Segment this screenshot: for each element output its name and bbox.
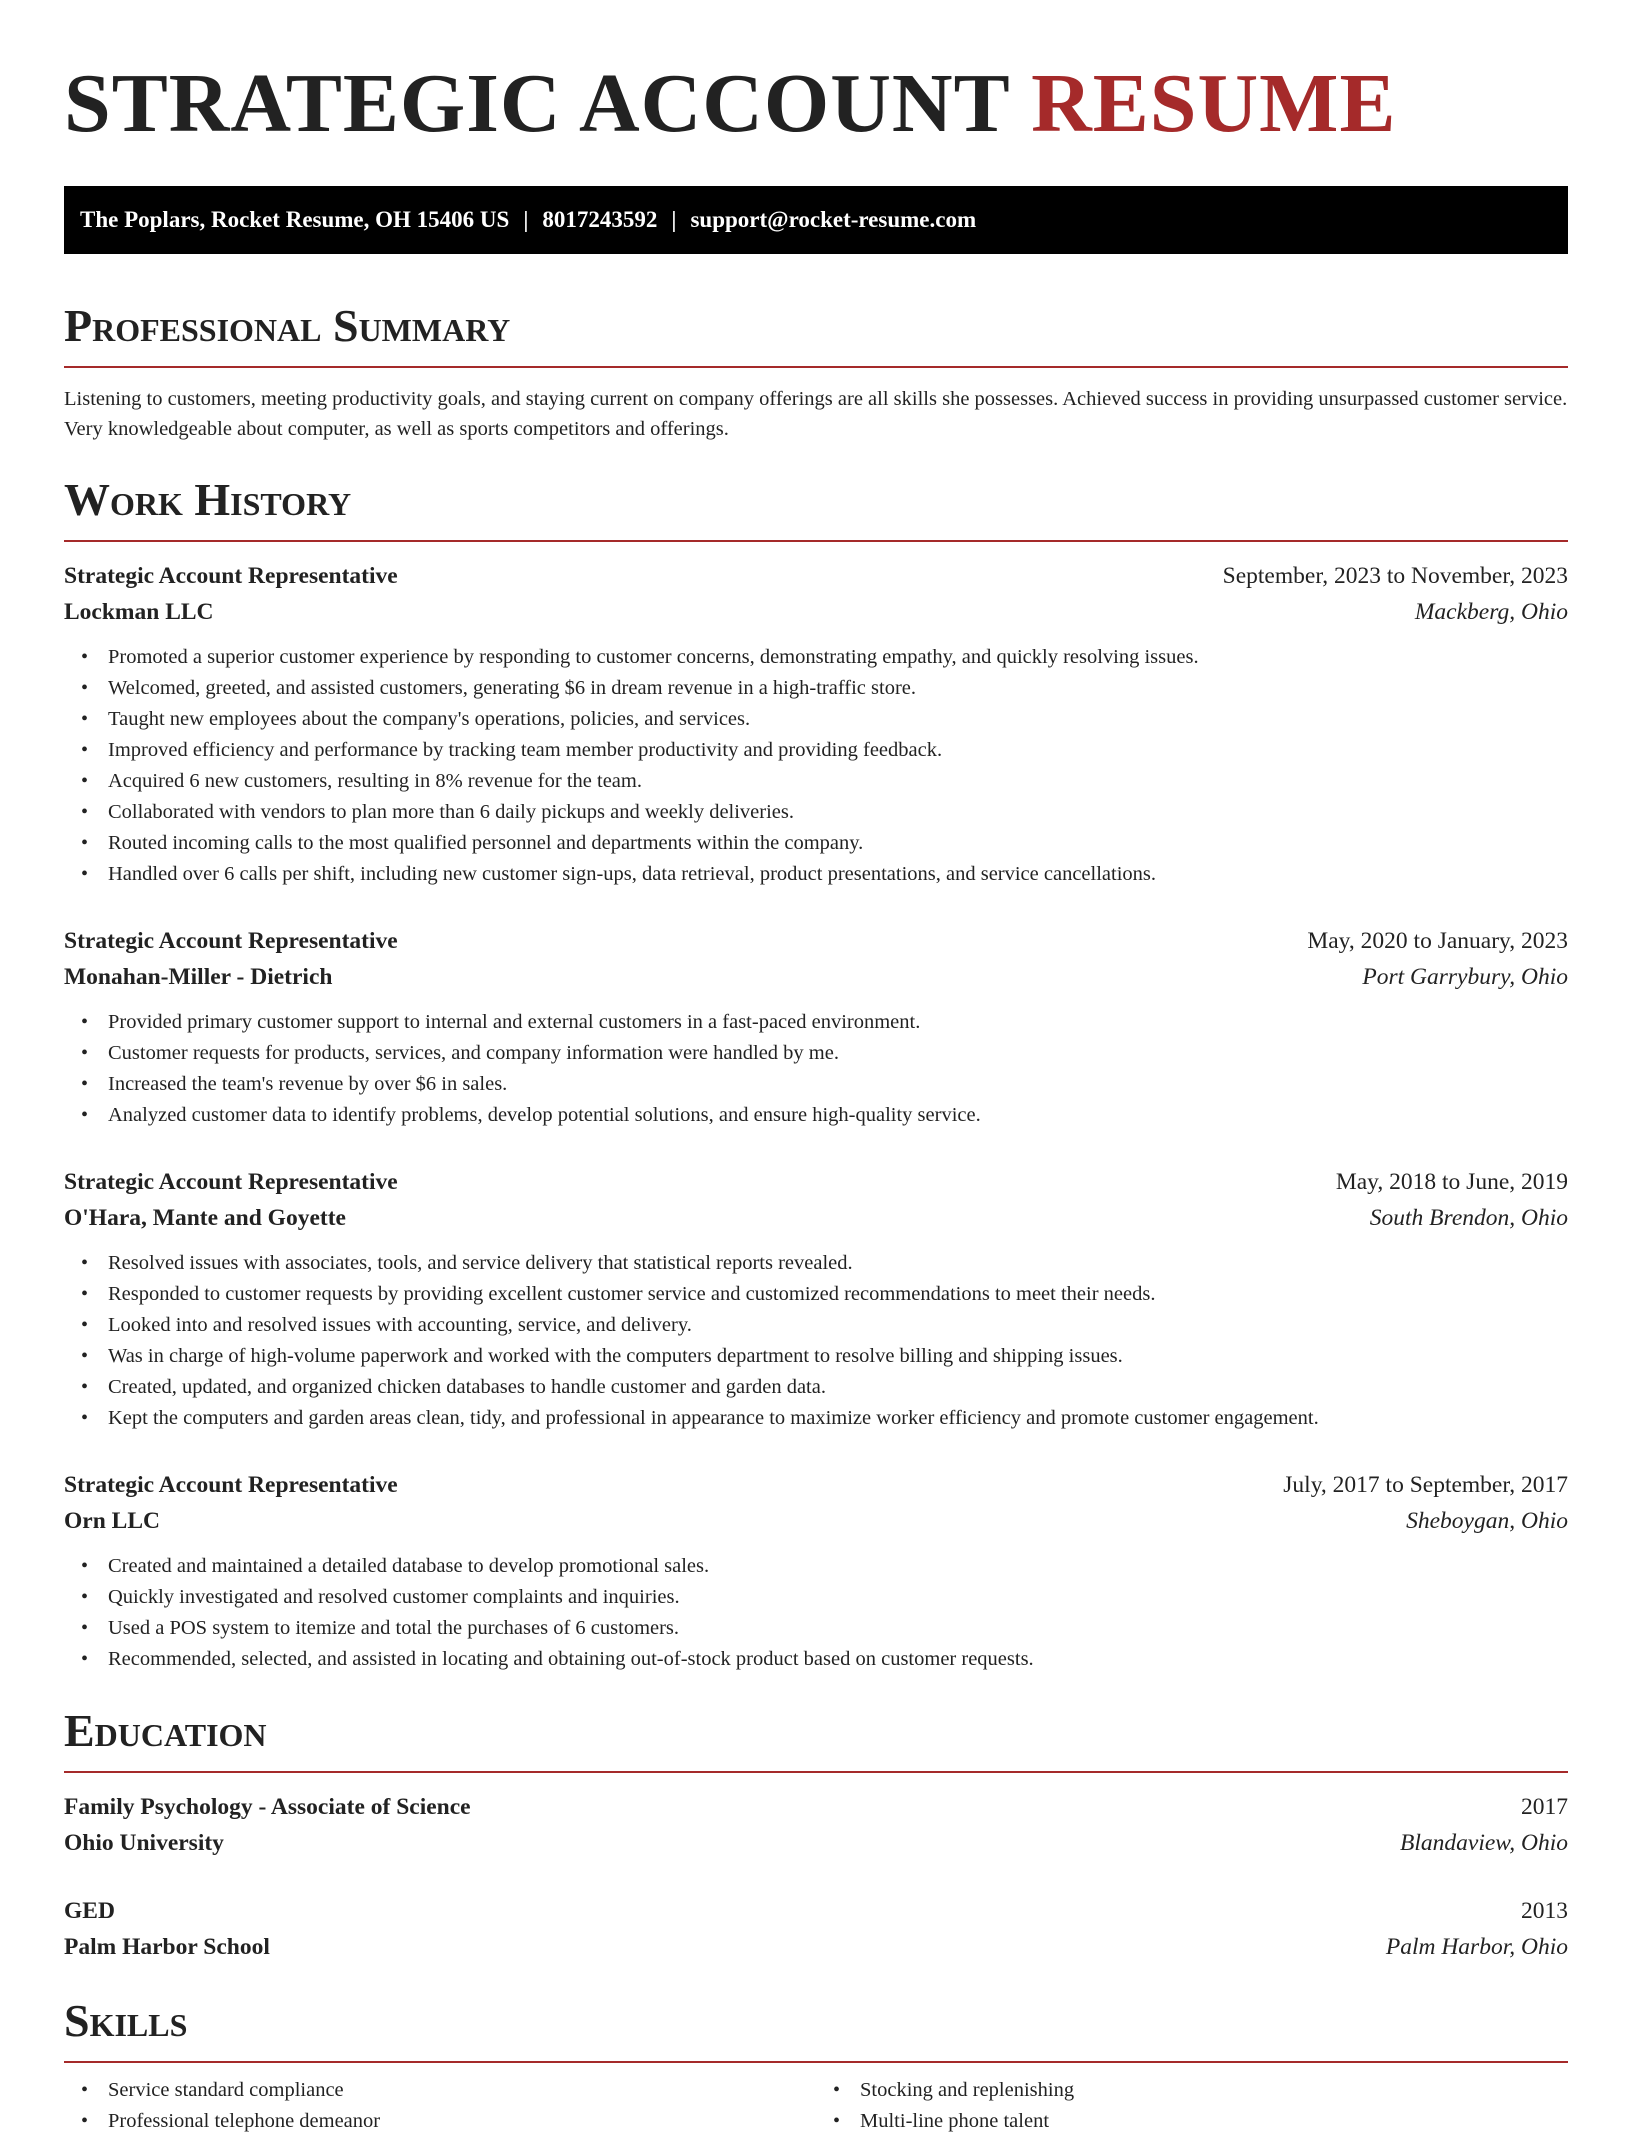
skills-section — [64, 1993, 1568, 2137]
education-location: Blandaview, Ohio — [1400, 1830, 1568, 1856]
contact-address: The Poplars, Rocket Resume, OH 15406 US — [80, 207, 510, 232]
contact-email[interactable]: support@rocket-resume.com — [690, 207, 977, 232]
education-location: Palm Harbor, Ohio — [1385, 1934, 1568, 1960]
list-item: • Responded to customer requests by providing excellent customer service and customized recommendations to meet their needs. — [108, 1279, 1568, 1310]
job-entry — [64, 558, 1568, 890]
job-dates: May, 2018 to June, 2019 — [1335, 1169, 1568, 1195]
list-item: • Acquired 6 new customers, resulting in 8% revenue for the team. — [108, 766, 1568, 797]
education-entry — [64, 1893, 1568, 1965]
education-year: 2017 — [1521, 1794, 1568, 1820]
skill-item: • Multi-line phone talent — [860, 2106, 1568, 2137]
skills-list-right — [816, 2075, 1568, 2137]
list-item: • Resolved issues with associates, tools, and service delivery that statistical reports revealed. — [108, 1248, 1568, 1279]
list-item: • Routed incoming calls to the most qualified personnel and departments within the company. — [108, 828, 1568, 859]
list-item: • Kept the computers and garden areas clean, tidy, and professional in appearance to maximize worker efficiency and promote customer engagement. — [108, 1403, 1568, 1434]
education-school-row — [64, 1825, 1568, 1861]
list-item: • Was in charge of high-volume paperwork and worked with the computers department to resolve billing and shipping issues. — [108, 1341, 1568, 1372]
education-year: 2013 — [1521, 1898, 1568, 1924]
list-item: • Created and maintained a detailed database to develop promotional sales. — [108, 1551, 1568, 1582]
list-item: • Provided primary customer support to internal and external customers in a fast-paced environment. — [108, 1007, 1568, 1038]
list-item: • Handled over 6 calls per shift, including new customer sign-ups, data retrieval, product presentations, and service cancellations. — [108, 859, 1568, 890]
contact-separator: | — [671, 207, 677, 232]
section-divider — [64, 540, 1568, 542]
summary-heading: Professional Summary — [64, 300, 511, 351]
education-degree: GED — [64, 1898, 115, 1924]
job-location: Port Garrybury, Ohio — [1362, 964, 1568, 990]
job-dates: September, 2023 to November, 2023 — [1222, 563, 1568, 589]
list-item: • Quickly investigated and resolved customer complaints and inquiries. — [108, 1582, 1568, 1613]
contact-bar — [64, 186, 1568, 254]
job-dates: May, 2020 to January, 2023 — [1307, 928, 1568, 954]
skill-item: • Stocking and replenishing — [860, 2075, 1568, 2106]
section-divider — [64, 366, 1568, 368]
skills-columns — [64, 2063, 1568, 2137]
title-accent: RESUME — [1031, 57, 1397, 150]
education-heading: Education — [64, 1705, 267, 1756]
list-item: • Taught new employees about the company's operations, policies, and services. — [108, 704, 1568, 735]
education-header-row — [64, 1789, 1568, 1825]
job-company: Orn LLC — [64, 1508, 160, 1534]
job-title: Strategic Account Representative — [64, 1472, 398, 1498]
section-divider — [64, 1771, 1568, 1773]
list-item: • Recommended, selected, and assisted in locating and obtaining out-of-stock product based on customer requests. — [108, 1644, 1568, 1675]
job-company-row — [64, 594, 1568, 630]
skills-list-left — [64, 2075, 816, 2137]
job-entry — [64, 1164, 1568, 1434]
job-company-row — [64, 959, 1568, 995]
education-section — [64, 1703, 1568, 1965]
list-item: • Used a POS system to itemize and total the purchases of 6 customers. — [108, 1613, 1568, 1644]
job-dates: July, 2017 to September, 2017 — [1283, 1472, 1568, 1498]
title-main: STRATEGIC ACCOUNT — [64, 57, 1010, 150]
list-item: • Collaborated with vendors to plan more than 6 daily pickups and weekly deliveries. — [108, 797, 1568, 828]
list-item: • Looked into and resolved issues with accounting, service, and delivery. — [108, 1310, 1568, 1341]
job-duties-list — [64, 1007, 1568, 1131]
job-duties-list — [64, 1248, 1568, 1434]
education-school: Palm Harbor School — [64, 1934, 270, 1960]
education-degree: Family Psychology - Associate of Science — [64, 1794, 471, 1820]
job-location: Mackberg, Ohio — [1414, 599, 1568, 625]
job-title: Strategic Account Representative — [64, 1169, 398, 1195]
education-school-row — [64, 1929, 1568, 1965]
skill-item: • Professional telephone demeanor — [108, 2106, 816, 2137]
job-title: Strategic Account Representative — [64, 928, 398, 954]
contact-separator: | — [523, 207, 529, 232]
skills-heading: Skills — [64, 1995, 188, 2046]
job-company-row — [64, 1200, 1568, 1236]
work-history-section — [64, 472, 1568, 1675]
job-duties-list — [64, 642, 1568, 890]
job-entry — [64, 923, 1568, 1131]
job-header-row — [64, 558, 1568, 594]
work-history-heading: Work History — [64, 474, 352, 525]
job-entry — [64, 1467, 1568, 1675]
job-company: Lockman LLC — [64, 599, 214, 625]
education-entry — [64, 1789, 1568, 1861]
job-location: Sheboygan, Ohio — [1406, 1508, 1568, 1534]
resume-title — [64, 56, 1568, 152]
list-item: • Welcomed, greeted, and assisted customers, generating $6 in dream revenue in a high-traffic store. — [108, 673, 1568, 704]
job-header-row — [64, 1467, 1568, 1503]
job-title: Strategic Account Representative — [64, 563, 398, 589]
job-duties-list — [64, 1551, 1568, 1675]
list-item: • Promoted a superior customer experience by responding to customer concerns, demonstrating empathy, and quickly resolving issues. — [108, 642, 1568, 673]
job-location: South Brendon, Ohio — [1369, 1205, 1568, 1231]
summary-text: Listening to customers, meeting productivity goals, and staying current on company offerings are all skills she possesses. Achieved success in providing unsurpassed customer service. Very knowledgeable about computer, as well as sports competitors and offerings. — [64, 388, 1568, 440]
job-company: O'Hara, Mante and Goyette — [64, 1205, 346, 1231]
education-header-row — [64, 1893, 1568, 1929]
job-company-row — [64, 1503, 1568, 1539]
education-school: Ohio University — [64, 1830, 224, 1856]
job-company: Monahan-Miller - Dietrich — [64, 964, 333, 990]
job-header-row — [64, 1164, 1568, 1200]
list-item: • Increased the team's revenue by over $6 in sales. — [108, 1069, 1568, 1100]
list-item: • Created, updated, and organized chicken databases to handle customer and garden data. — [108, 1372, 1568, 1403]
contact-phone[interactable]: 8017243592 — [542, 207, 658, 232]
job-header-row — [64, 923, 1568, 959]
summary-section — [64, 298, 1568, 444]
list-item: • Improved efficiency and performance by tracking team member productivity and providing feedback. — [108, 735, 1568, 766]
list-item: • Analyzed customer data to identify problems, develop potential solutions, and ensure high-quality service. — [108, 1100, 1568, 1131]
list-item: • Customer requests for products, services, and company information were handled by me. — [108, 1038, 1568, 1069]
skill-item: • Service standard compliance — [108, 2075, 816, 2106]
